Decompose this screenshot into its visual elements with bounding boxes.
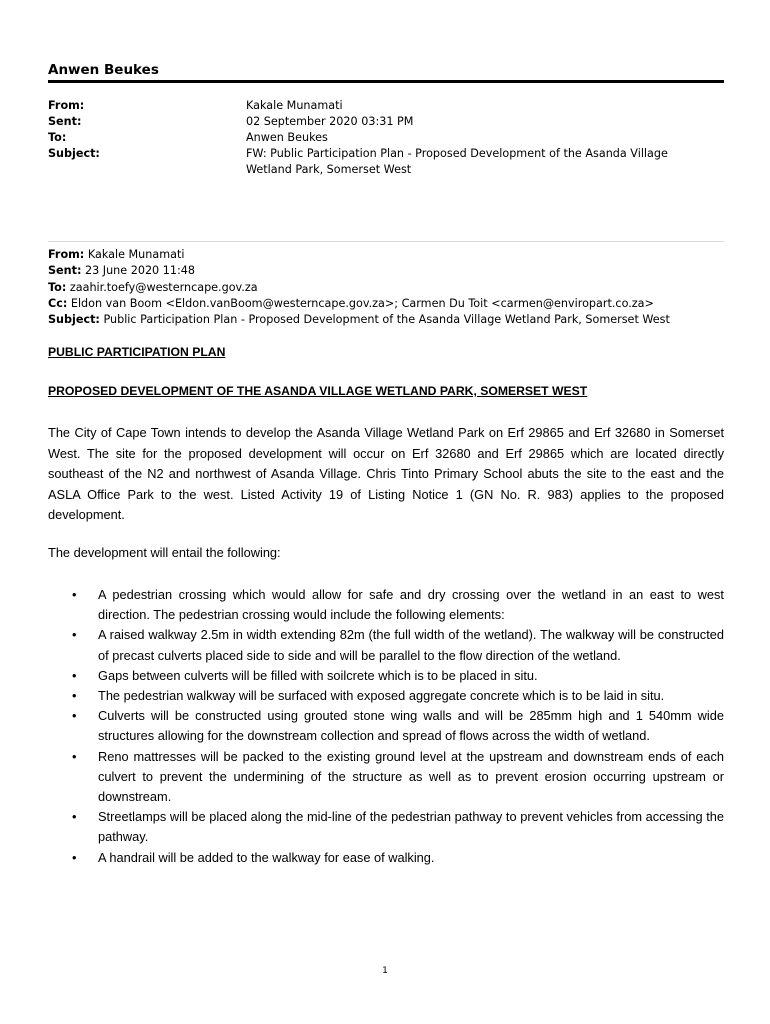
list-item-text: A pedestrian crossing which would allow for safe and dry crossing over the wetland in an east to west direction. The pedestrian crossing would include the following elements: [98, 587, 724, 623]
fwd-sent-value: 23 June 2020 11:48 [81, 264, 195, 278]
subject-label: Subject: [48, 147, 100, 160]
fwd-to-row [48, 280, 724, 296]
from-value: Kakale Munamati [246, 99, 343, 112]
bullet-icon: • [72, 809, 77, 825]
fwd-subject-row [48, 312, 724, 328]
fwd-from-label: From: [48, 248, 85, 261]
subject-value: FW: Public Participation Plan - Proposed Development of the Asanda Village Wetland Park, Somerset West [246, 147, 668, 176]
fwd-cc-value: Eldon van Boom <Eldon.vanBoom@westerncape.gov.za>; Carmen Du Toit <carmen@enviropart.co.za> [67, 296, 654, 310]
sent-value: 02 September 2020 03:31 PM [246, 115, 414, 128]
forward-divider [48, 241, 724, 242]
fwd-sent-label: Sent: [48, 264, 82, 278]
list-item-text: A raised walkway 2.5m in width extending 82m (the full width of the wetland). The walkway will be constructed of precast culverts placed side to side and will be parallel to the flow direction of the wetland. [98, 627, 724, 663]
owner-divider [48, 80, 724, 83]
fwd-cc-label: Cc: [48, 296, 68, 310]
list-item [72, 706, 724, 746]
list-item-text: The pedestrian walkway will be surfaced with exposed aggregate concrete which is to be laid in situ. [98, 688, 665, 704]
to-value: Anwen Beukes [246, 131, 328, 144]
fwd-subject-label: Subject: [48, 313, 100, 327]
fwd-from-row [48, 247, 724, 263]
list-item [72, 848, 724, 868]
list-item [72, 666, 724, 686]
to-label: To: [48, 131, 67, 144]
bullet-icon: • [72, 708, 77, 724]
fwd-cc-row [48, 296, 724, 312]
sent-label: Sent: [48, 115, 82, 128]
fwd-sent-row [48, 263, 724, 279]
fwd-to-label: To: [48, 280, 67, 294]
forwarded-header [48, 247, 724, 328]
bullet-icon: • [72, 748, 77, 764]
bullet-icon: • [72, 849, 77, 865]
list-item-text: Streetlamps will be placed along the mid-line of the pedestrian pathway to prevent vehicles from accessing the pathway. [98, 809, 724, 845]
bullet-icon: • [72, 688, 77, 704]
fwd-subject-value: Public Participation Plan - Proposed Development of the Asanda Village Wetland Park, Somerset West [99, 313, 670, 327]
bullet-icon: • [72, 587, 77, 602]
list-item-text: A handrail will be added to the walkway for ease of walking. [98, 849, 435, 865]
list-item [72, 807, 724, 847]
header-sent-row [48, 114, 724, 130]
page-number: 1 [382, 966, 388, 976]
mailbox-owner-name: Anwen Beukes [48, 62, 159, 78]
heading-proposed-development: PROPOSED DEVELOPMENT OF THE ASANDA VILLAGE WETLAND PARK, SOMERSET WEST [48, 384, 588, 398]
list-item [72, 625, 724, 665]
list-item-text: Gaps between culverts will be filled with soilcrete which is to be placed in situ. [98, 667, 538, 683]
header-from-row [48, 98, 724, 114]
fwd-from-value: Kakale Munamati [84, 248, 185, 261]
development-elements-list [72, 585, 724, 868]
list-item-text: Reno mattresses will be packed to the existing ground level at the upstream and downstream ends of each culvert to prevent the undermining of the structure as well as to prevent erosion occurring upstream or downstream. [98, 748, 724, 805]
header-to-row [48, 130, 724, 146]
from-label: From: [48, 99, 85, 112]
bullet-icon: • [72, 627, 77, 643]
list-intro: The development will entail the following: [48, 545, 281, 560]
fwd-to-value: zaahir.toefy@westerncape.gov.za [66, 280, 258, 294]
intro-paragraph: The City of Cape Town intends to develop the Asanda Village Wetland Park on Erf 29865 and Erf 32680 in Somerset West. The site for the proposed development will occur on Erf 32680 and Erf 29865 which are located directly southeast of the N2 and northwest of Asanda Village. Chris Tinto Primary School abuts the site to the east and the ASLA Office Park to the west. Listed Activity 19 of Listing Notice 1 (GN No. R. 983) applies to the proposed development. [48, 425, 724, 523]
list-item [72, 686, 724, 706]
header-subject-row [48, 146, 724, 178]
heading-public-participation: PUBLIC PARTICIPATION PLAN [48, 345, 226, 359]
list-item [72, 747, 724, 808]
list-item [72, 585, 724, 625]
bullet-icon: • [72, 667, 77, 683]
list-item-text: Culverts will be constructed using grouted stone wing walls and will be 285mm high and 1 540mm wide structures allowing for the downstream collection and spread of flows across the width of wetland. [98, 708, 724, 744]
email-header [48, 98, 724, 178]
